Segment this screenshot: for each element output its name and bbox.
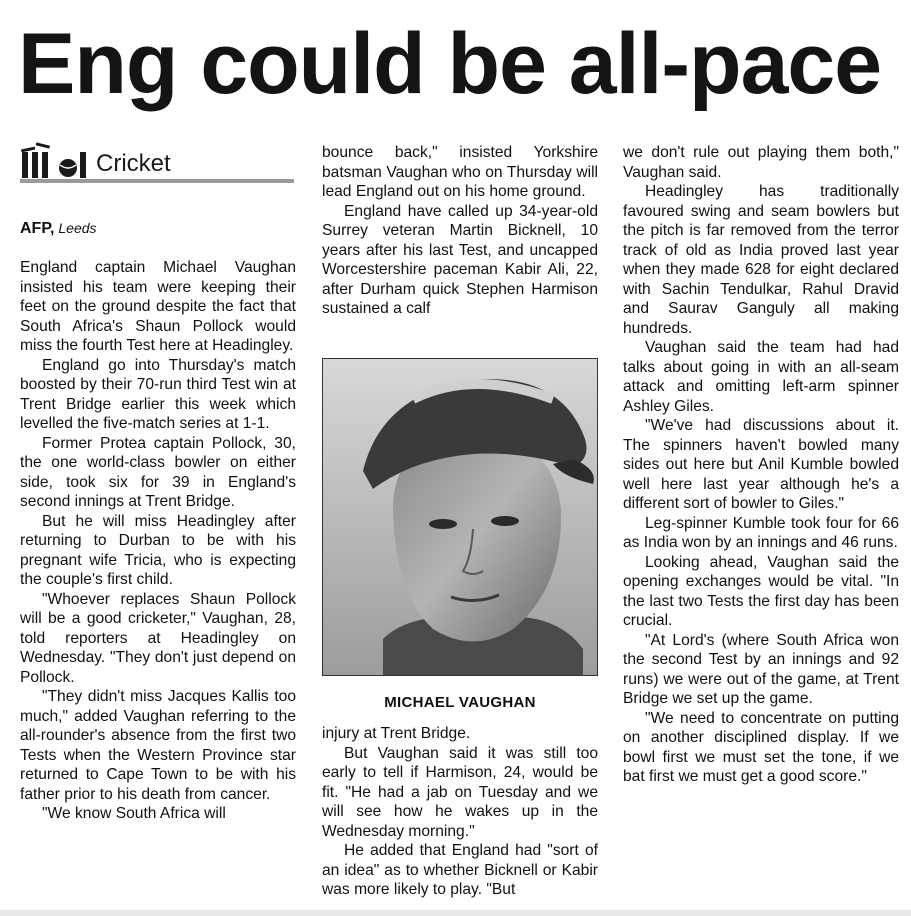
article-column-3 [623,143,899,787]
paragraph: "We've had discussions about it. The spinners haven't bowled many sides out here but Anil Kumble bowled well here last year although he's a different sort of bowler to Giles." [623,417,899,512]
paragraph: But Vaughan said it was still too early to tell if Harmison, 24, would be fit. "He had a jab on Tuesday and we will see how he wakes up in the Wednesday morning." [322,744,598,840]
paragraph: Leg-spinner Kumble took four for 66 as India won by an innings and 46 runs. [623,514,899,551]
photo-caption: MICHAEL VAUGHAN [384,694,536,711]
headline: Eng could be all-pace [18,16,882,112]
paragraph: England captain Michael Vaughan insisted his team were keeping their feet on the ground despite the fact that South Africa's Shaun Pollock would miss the fourth Test here at Headingley. [20,259,296,354]
paragraph: He added that England had "sort of an idea" as to whether Bicknell or Kabir was more likely to play. "But [322,842,598,898]
byline [20,220,97,238]
paragraph: Headingley has traditionally favoured swing and seam bowlers but the pitch is far removed from the terror track of old as India proved last year when they made 628 for eight declared with Sachin Tendulkar, Rahul Dravid and Saurav Ganguly all making hundreds. [623,183,899,337]
paragraph: we don't rule out playing them both," Vaughan said. [623,144,899,181]
byline-place: Leeds [58,220,97,236]
paragraph: Looking ahead, Vaughan said the opening exchanges would be vital. "In the last two Tests the first day has been crucial. [623,553,899,629]
player-photo [322,358,598,676]
paragraph: "Whoever replaces Shaun Pollock will be a good cricketer," Vaughan, 28, told reporters at Headingley on Wednesday. "They don't just depend on Pollock. [20,590,296,686]
paragraph: injury at Trent Bridge. [322,725,471,742]
article-column-1 [20,258,296,824]
paragraph: "They didn't miss Jacques Kallis too much," added Vaughan referring to the all-rounder's absence from the first two Tests when the Western Province star returned to Cape Town to be with his father prior to his death from cancer. [20,688,296,803]
byline-agency: AFP, [20,220,55,237]
article-column-2-bottom [322,724,598,900]
paragraph: bounce back," insisted Yorkshire batsman Vaughan who on Thursday will lead England out on his home ground. [322,144,598,200]
paragraph: Vaughan said the team had had talks about going in with an all-seam attack and omitting left-arm spinner Ashley Giles. [623,339,899,415]
bottom-edge [0,910,911,916]
portrait-image [323,359,598,676]
section-rule [20,179,294,183]
section-title: Cricket [96,150,171,177]
paragraph: "At Lord's (where South Africa won the second Test by an innings and 92 runs) we were out of the game, at Trent Bridge we set up the game. [623,631,899,707]
paragraph: "We know South Africa will [42,805,226,822]
paragraph: "We need to concentrate on putting on another disciplined display. If we bowl first we must set the tone, if we bat first we must get a good score." [623,709,899,785]
cricket-stumps-ball-icon [20,138,94,180]
paragraph: Former Protea captain Pollock, 30, the one world-class bowler on either side, took six for 39 in England's second innings at Trent Bridge. [20,434,296,510]
paragraph: England have called up 34-year-old Surrey veteran Martin Bicknell, 10 years after his last Test, and uncapped Worcestershire paceman Kabir Ali, 22, after Durham quick Stephen Harmison sustained a calf [322,202,598,317]
paragraph: But he will miss Headingley after returning to Durban to be with his pregnant wife Tricia, who is expecting the couple's first child. [20,512,296,588]
article-column-2-top [322,143,598,319]
paragraph: England go into Thursday's match boosted by their 70-run third Test win at Trent Bridge earlier this week which levelled the five-match series at 1-1. [20,356,296,432]
section-label [20,138,296,184]
